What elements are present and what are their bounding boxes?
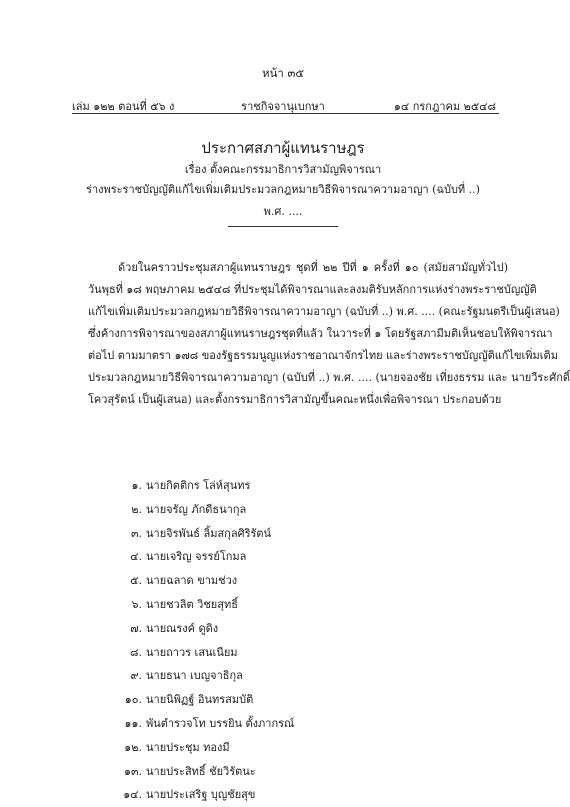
paragraph-line: ประมวลกฎหมายวิธีพิจารณาความอาญา (ฉบับที่ ..) พ.ศ. .... (นายจองชัย เที่ยงธรรม และ นายวีระศักดิ์ xyxy=(88,371,570,384)
bill-name: ร่างพระราชบัญญัติแก้ไขเพิ่มเติมประมวลกฎหมายวิธีพิจารณาความอาญา (ฉบับที่ ..) xyxy=(86,183,480,196)
document-title: ประกาศสภาผู้แทนราษฎร xyxy=(201,139,365,157)
member-number: ๑๑. xyxy=(124,716,142,730)
body-paragraph xyxy=(88,257,570,411)
list-item xyxy=(120,783,294,807)
paragraph-line: ด้วยในคราวประชุมสภาผู้แทนราษฎร ชุดที่ ๒๒ ปีที่ ๑ ครั้งที่ ๑๐ (สมัยสามัญทั่วไป) xyxy=(118,261,508,274)
list-item xyxy=(120,617,294,641)
member-number: ๓. xyxy=(130,526,142,540)
member-number: ๑๐. xyxy=(124,693,142,707)
document-subject: เรื่อง ตั้งคณะกรรมาธิการวิสามัญพิจารณา xyxy=(184,163,382,176)
paragraph-line: โควสุรัตน์ เป็นผู้เสนอ) และตั้งกรรมาธิการวิสามัญขึ้นคณะหนึ่งเพื่อพิจารณา ประกอบด้วย xyxy=(88,393,502,406)
member-name: นายชวลิต วิชยสุทธิ์ xyxy=(146,597,238,611)
paragraph-line: ซึ่งค้างการพิจารณาของสภาผู้แทนราษฎรชุดที่แล้ว ในวาระที่ ๑ โดยรัฐสภามีมติเห็นชอบให้พิจารณา xyxy=(88,327,553,340)
list-item xyxy=(120,712,294,736)
list-item xyxy=(120,641,294,665)
list-item xyxy=(120,688,294,712)
member-number: ๑. xyxy=(131,479,142,492)
member-name: นายจรัญ ภักดีธนากุล xyxy=(146,502,247,516)
list-item xyxy=(120,760,294,784)
header-rule xyxy=(72,113,499,114)
publication-date: ๑๔ กรกฎาคม ๒๕๔๘ xyxy=(393,100,496,113)
title-divider xyxy=(228,226,338,227)
member-name: พันตำรวจโท บรรยิน ตั้งภากรณ์ xyxy=(146,716,295,730)
member-name: นายธนา เบญจาธิกุล xyxy=(146,669,243,683)
member-number: ๙. xyxy=(130,669,142,683)
list-item xyxy=(120,545,294,569)
gazette-name: ราชกิจจานุเบกษา xyxy=(241,100,325,113)
member-number: ๖. xyxy=(131,597,142,611)
member-number: ๒. xyxy=(131,502,142,516)
member-number: ๑๓. xyxy=(124,764,142,778)
page-number: หน้า ๓๕ xyxy=(261,66,305,80)
member-name: นายกิตติกร โล่ห์สุนทร xyxy=(146,479,251,492)
committee-member-list xyxy=(120,474,294,807)
member-number: ๔. xyxy=(130,550,142,564)
member-name: นายฉลาด ขามช่วง xyxy=(146,574,238,588)
list-item xyxy=(120,593,294,617)
list-item xyxy=(120,736,294,760)
list-item xyxy=(120,498,294,522)
member-number: ๑๔. xyxy=(123,788,142,802)
list-item xyxy=(120,474,294,498)
member-name: นายณรงค์ ดูดิง xyxy=(146,621,219,635)
paragraph-line: แก้ไขเพิ่มเติมประมวลกฎหมายวิธีพิจารณาความอาญา (ฉบับที่ ..) พ.ศ. .... (คณะรัฐมนตรีเป็นผู้เสนอ) xyxy=(88,305,560,318)
member-number: ๘. xyxy=(130,645,142,659)
member-number: ๗. xyxy=(130,621,142,635)
member-name: นายประเสริฐ บุญชัยสุข xyxy=(146,788,256,802)
list-item xyxy=(120,664,294,688)
paragraph-line: ต่อไป ตามมาตรา ๑๗๘ ของรัฐธรรมนูญแห่งราชอาณาจักรไทย และร่างพระราชบัญญัติแก้ไขเพิ่มเติม xyxy=(88,349,558,362)
bill-year: พ.ศ. .... xyxy=(263,205,303,218)
list-item xyxy=(120,569,294,593)
volume-issue: เล่ม ๑๒๒ ตอนที่ ๕๖ ง xyxy=(72,100,175,113)
member-name: นายนิพิฏฐ์ อินทรสมบัติ xyxy=(146,693,254,707)
paragraph-line: วันพุธที่ ๑๘ พฤษภาคม ๒๕๔๘ ที่ประชุมได้พิจารณาและลงมติรับหลักการแห่งร่างพระราชบัญญัติ xyxy=(88,283,537,296)
list-item xyxy=(120,522,294,546)
member-name: นายถาวร เสนเนียม xyxy=(146,645,238,659)
member-name: นายเจริญ จรรย์โกมล xyxy=(146,550,247,564)
member-name: นายจิรพันธ์ ลิ้มสกุลศิริรัตน์ xyxy=(146,526,272,540)
member-number: ๕. xyxy=(130,574,142,588)
member-name: นายประสิทธิ์ ชัยวิรัตนะ xyxy=(146,764,256,778)
member-name: นายประชุม ทองมี xyxy=(146,740,230,754)
member-number: ๑๒. xyxy=(124,740,142,754)
